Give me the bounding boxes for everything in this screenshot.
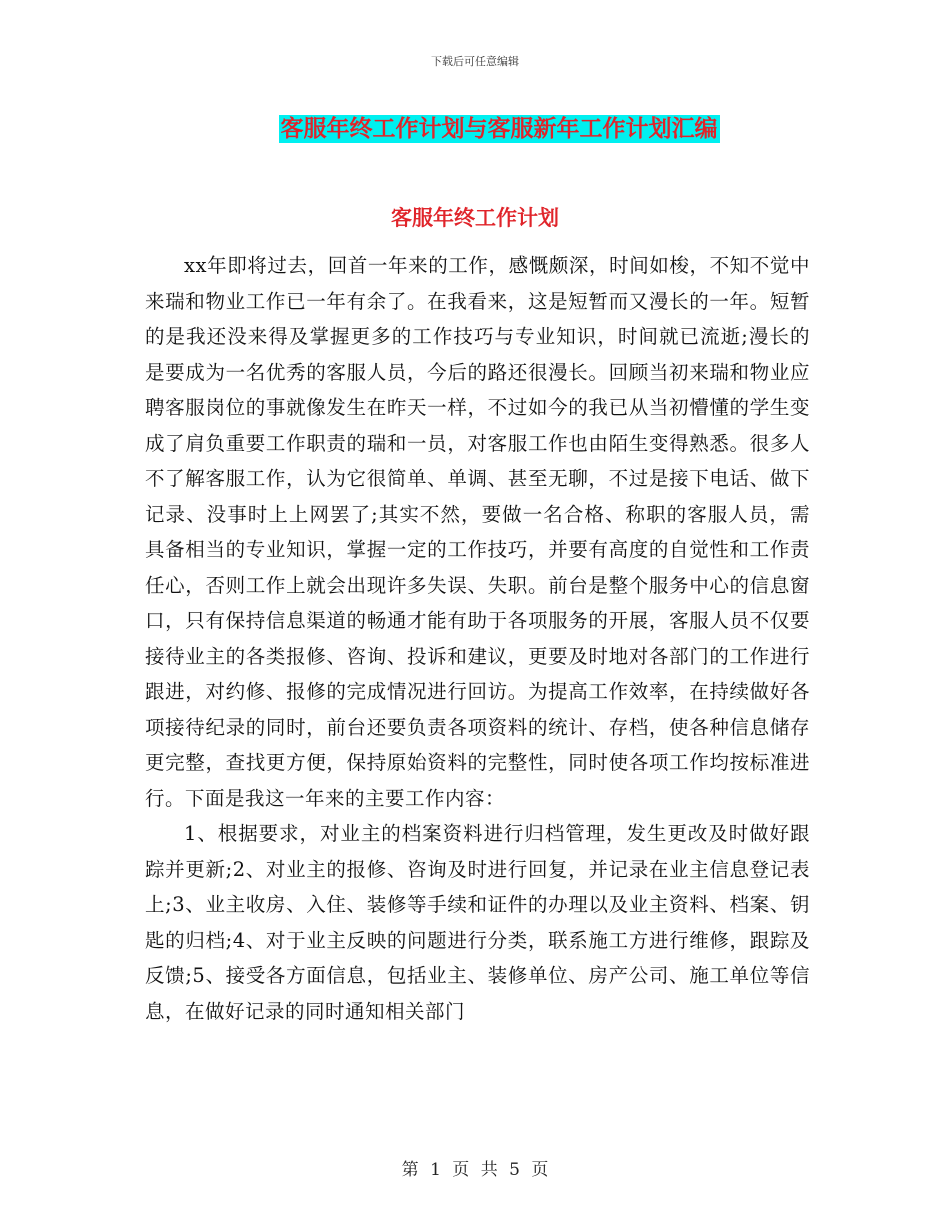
document-title-text: 客服年终工作计划与客服新年工作计划汇编 bbox=[280, 116, 718, 142]
document-body bbox=[145, 248, 810, 1029]
header-note: 下载后可任意编辑 bbox=[431, 55, 519, 68]
body-paragraph: 1、根据要求，对业主的档案资料进行归档管理，发生更改及时做好跟踪并更新;2、对业主的报修、咨询及时进行回复，并记录在业主信息登记表上;3、业主收房、入住、装修等手续和证件的办理以及业主资料、档案、钥匙的归档;4、对于业主反映的问题进行分类，联系施工方进行维修，跟踪及反馈;5、接受各方面信息，包括业主、装修单位、房产公司、施工单位等信息，在做好记录的同时通知相关部门 bbox=[145, 822, 810, 1023]
document-title bbox=[0, 113, 950, 145]
page-number: 第 1 页 共 5 页 bbox=[401, 1160, 549, 1180]
body-paragraph: xx年即将过去，回首一年来的工作，感慨颇深，时间如梭，不知不觉中来瑞和物业工作已一年有余了。在我看来，这是短暂而又漫长的一年。短暂的是我还没来得及掌握更多的工作技巧与专业知识，时间就已流逝;漫长的是要成为一名优秀的客服人员，今后的路还很漫长。回顾当初来瑞和物业应聘客服岗位的事就像发生在昨天一样，不过如今的我已从当初懵懂的学生变成了肩负重要工作职责的瑞和一员，对客服工作也由陌生变得熟悉。很多人不了解客服工作，认为它很简单、单调、甚至无聊，不过是接下电话、做下记录、没事时上上网罢了;其实不然，要做一名合格、称职的客服人员，需具备相当的专业知识，掌握一定的工作技巧，并要有高度的自觉性和工作责任心，否则工作上就会出现许多失误、失职。前台是整个服务中心的信息窗口，只有保持信息渠道的畅通才能有助于各项服务的开展，客服人员不仅要接待业主的各类报修、咨询、投诉和建议，更要及时地对各部门的工作进行跟进，对约修、报修的完成情况进行回访。为提高工作效率，在持续做好各项接待纪录的同时，前台还要负责各项资料的统计、存档，使各种信息储存更完整，查找更方便，保持原始资料的完整性，同时使各项工作均按标准进行。下面是我这一年来的主要工作内容： bbox=[145, 254, 810, 810]
section-title: 客服年终工作计划 bbox=[391, 206, 559, 230]
